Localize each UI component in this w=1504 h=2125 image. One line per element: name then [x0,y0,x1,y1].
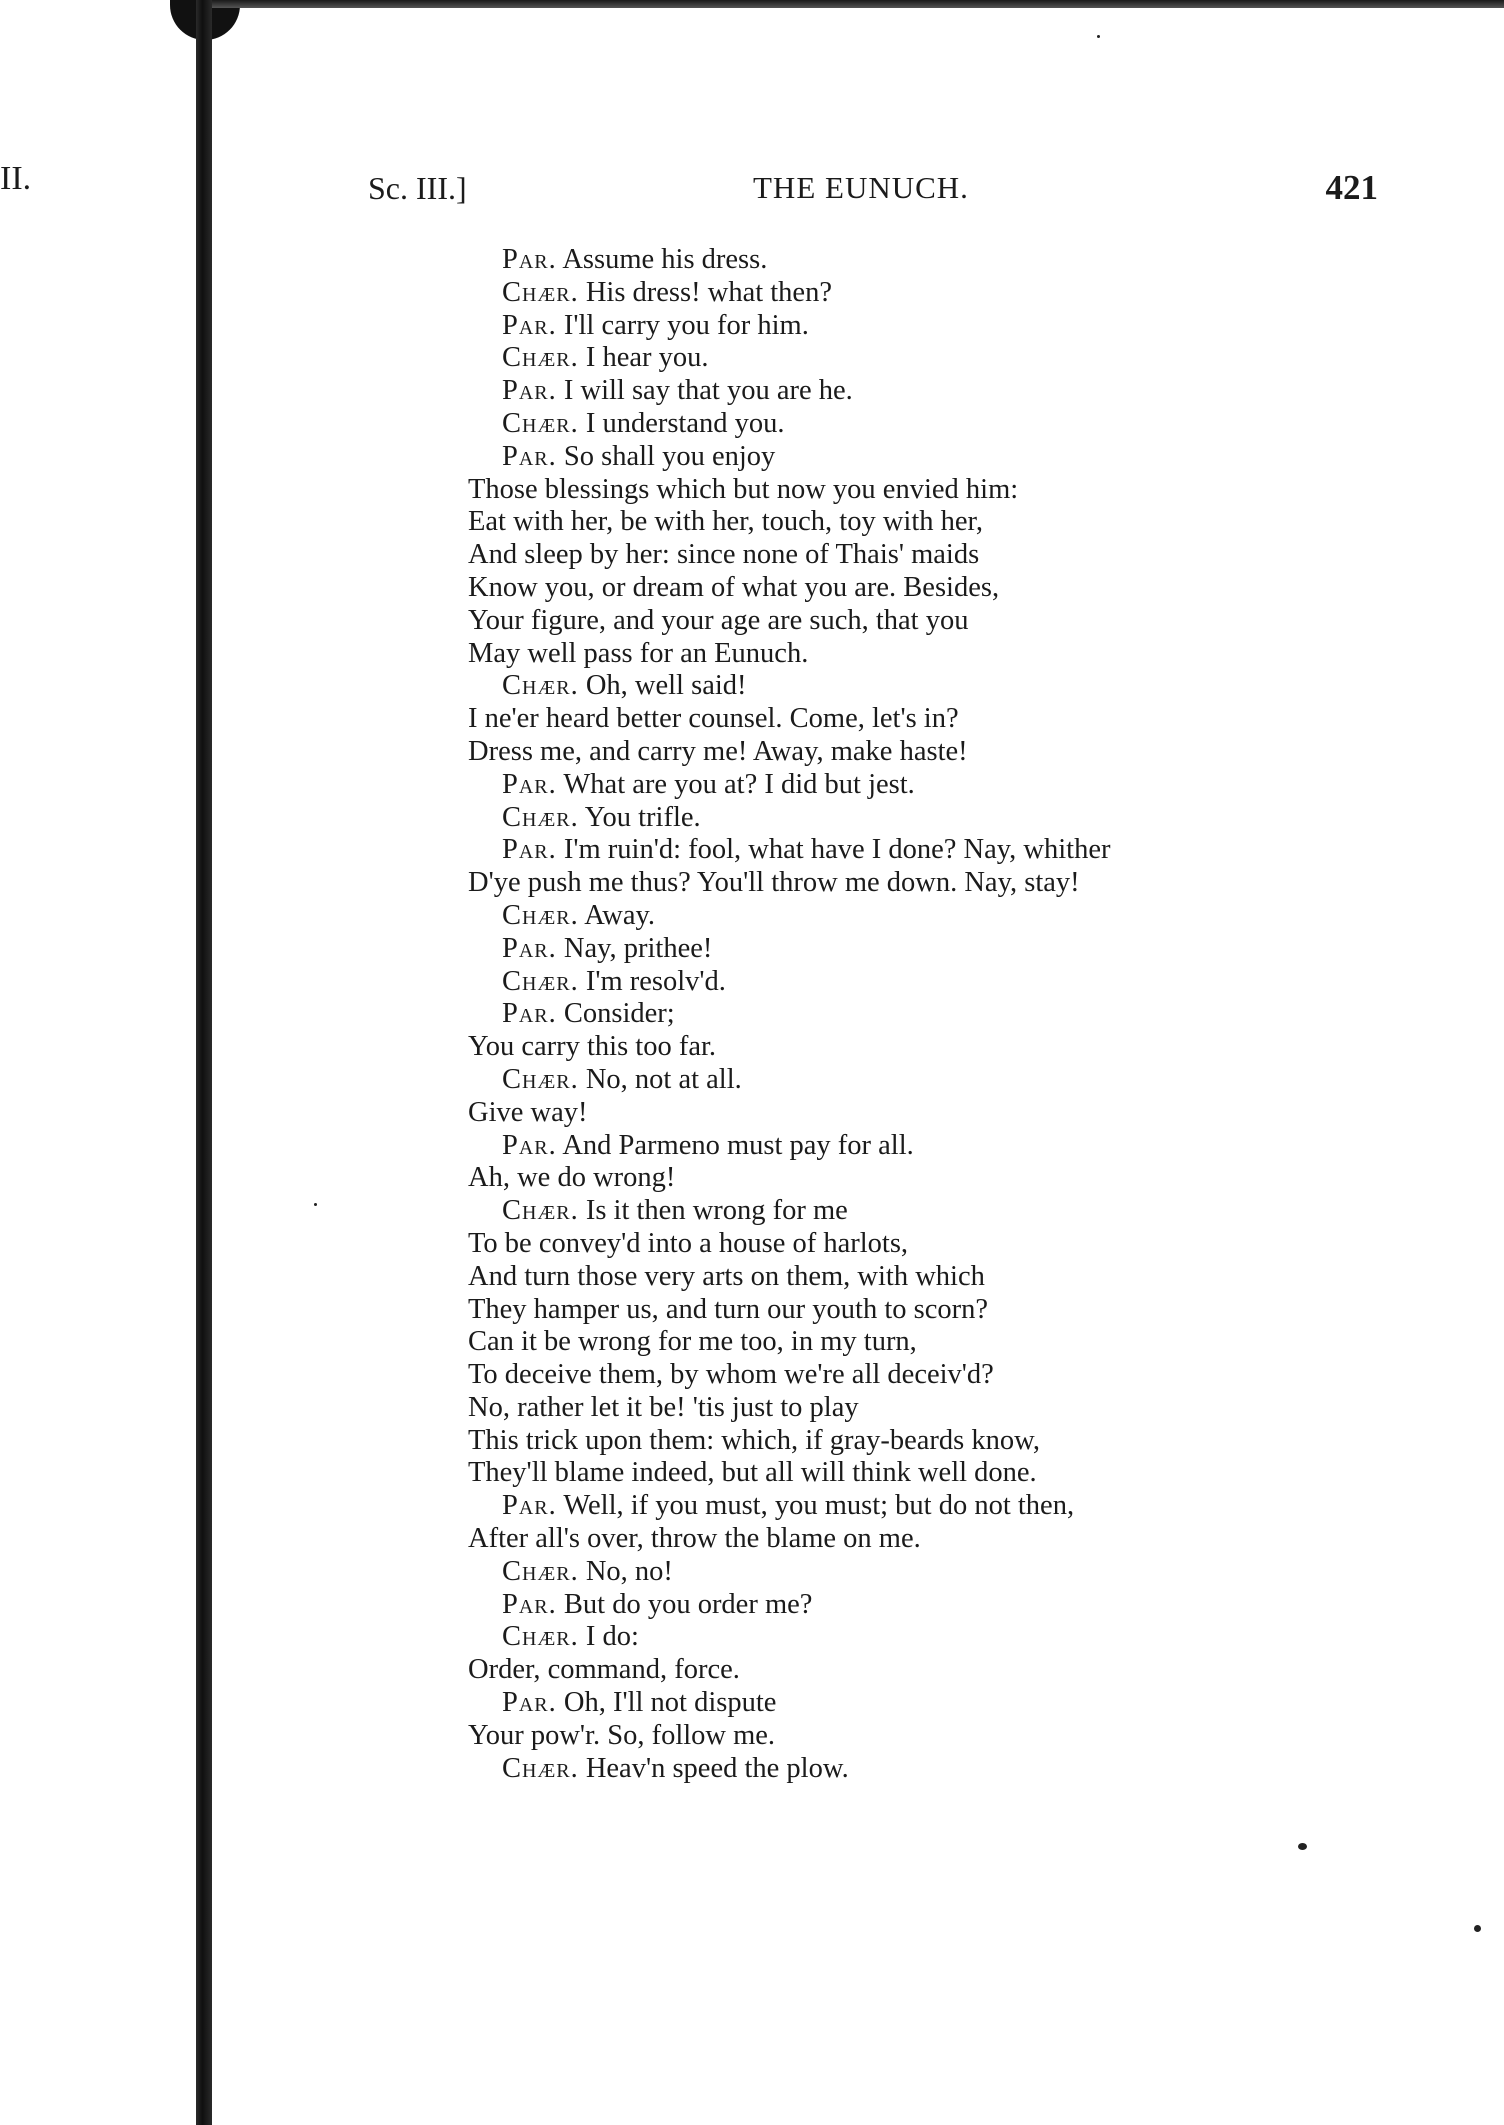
speaker-name: Chær. [502,801,579,833]
line-text: After all's over, throw the blame on me. [468,1523,921,1555]
line-text: Heav'n speed the plow. [585,1752,849,1784]
speaker-name: Chær. [502,1752,579,1784]
speaker-name: Chær. [502,965,579,997]
previous-page-margin-mark: II. [0,160,32,197]
line-text: May well pass for an Eunuch. [468,637,809,669]
dialogue-line [468,605,1368,638]
speaker-name: Chær. [502,276,579,308]
dialogue-line [468,1687,1368,1720]
speaker-name: Par. [502,1129,557,1161]
speaker-name: Par. [502,309,557,341]
speck [1298,1843,1307,1850]
speaker-name: Chær. [502,1063,579,1095]
line-text: And Parmeno must pay for all. [562,1129,914,1161]
page-number: 421 [1325,168,1378,207]
dialogue-line [468,638,1368,671]
dialogue-line [468,1228,1368,1261]
dialogue-line [468,342,1368,375]
speaker-name: Par. [502,834,557,866]
speck [314,1203,317,1206]
line-text: But do you order me? [563,1588,813,1620]
line-text: And turn those very arts on them, with which [468,1260,985,1292]
dialogue-line [468,670,1368,703]
line-text: They hamper us, and turn our youth to scorn? [468,1293,988,1325]
speck [1474,1925,1481,1932]
running-header [368,170,1378,214]
binding-gutter [196,0,212,2125]
line-text: Give way! [468,1096,588,1128]
line-text: His dress! what then? [585,276,832,308]
dialogue-line [468,1195,1368,1228]
dialogue-line [468,1031,1368,1064]
dialogue-line [468,1753,1368,1786]
speaker-name: Par. [502,375,557,407]
line-text: Know you, or dream of what you are. Besides, [468,571,1000,603]
dialogue-line [468,441,1368,474]
line-text: To deceive them, by whom we're all deceiv'd? [468,1359,994,1391]
dialogue-line [468,1261,1368,1294]
speaker-name: Chær. [502,1621,579,1653]
dialogue-line [468,966,1368,999]
dialogue-line [468,1162,1368,1195]
line-text: Nay, prithee! [563,932,713,964]
dialogue-line [468,769,1368,802]
dialogue-line [468,277,1368,310]
speaker-name: Par. [502,1687,557,1719]
scene-label: Sc. III.] [368,170,467,206]
line-text: Order, command, force. [468,1654,740,1686]
dialogue-line [468,1457,1368,1490]
line-text: Away. [584,899,655,931]
speaker-name: Par. [502,932,557,964]
dialogue-line [468,1490,1368,1523]
line-text: To be convey'd into a house of harlots, [468,1227,909,1259]
speaker-name: Chær. [502,342,579,374]
dialogue-line [468,1425,1368,1458]
top-edge-shadow [212,0,1504,8]
dialogue-line [468,998,1368,1031]
line-text: You trifle. [584,801,701,833]
dialogue-line [468,539,1368,572]
line-text: I hear you. [585,342,709,374]
dialogue-line [468,1097,1368,1130]
dialogue-line [468,1720,1368,1753]
line-text: Dress me, and carry me! Away, make haste! [468,735,968,767]
line-text: Ah, we do wrong! [468,1162,676,1194]
line-text: Consider; [563,998,675,1030]
line-text: You carry this too far. [468,1031,717,1063]
dialogue-line [468,1523,1368,1556]
dialogue-line [468,1064,1368,1097]
dialogue-line [468,834,1368,867]
line-text: Assume his dress. [562,244,768,275]
line-text: I will say that you are he. [563,375,853,407]
dialogue-line [468,933,1368,966]
line-text: They'll blame indeed, but all will think well done. [468,1457,1037,1489]
dialogue-line [468,1359,1368,1392]
line-text: So shall you enjoy [563,440,776,472]
line-text: No, rather let it be! 'tis just to play [468,1391,859,1423]
dialogue-line [468,1392,1368,1425]
line-text: Well, if you must, you must; but do not then, [563,1490,1075,1522]
speaker-name: Chær. [502,899,579,931]
speaker-name: Par. [502,1490,557,1522]
dialogue-line [468,1621,1368,1654]
dialogue-line [468,310,1368,343]
line-text: I'm ruin'd: fool, what have I done? Nay, whither [563,834,1111,866]
dialogue-line [468,1556,1368,1589]
line-text: Oh, I'll not dispute [563,1687,777,1719]
speaker-name: Chær. [502,407,579,439]
line-text: No, not at all. [585,1063,742,1095]
speck [1097,35,1100,38]
dialogue-line [468,736,1368,769]
dialogue-line [468,1589,1368,1622]
line-text: Your pow'r. So, follow me. [468,1719,776,1751]
line-text: Your figure, and your age are such, that you [468,604,969,636]
line-text: Oh, well said! [585,670,747,702]
speaker-name: Chær. [502,670,579,702]
speaker-name: Par. [502,768,557,800]
line-text: No, no! [585,1555,673,1587]
dialogue-line [468,1326,1368,1359]
speaker-name: Par. [502,244,557,275]
dialogue-line [468,474,1368,507]
running-title: THE EUNUCH. [753,170,969,205]
line-text: I understand you. [585,407,785,439]
dialogue-line [468,1294,1368,1327]
line-text: What are you at? I did but jest. [563,768,915,800]
line-text: This trick upon them: which, if gray-beards know, [468,1424,1040,1456]
dialogue-line [468,375,1368,408]
dialogue-line [468,1130,1368,1163]
line-text: And sleep by her: since none of Thais' maids [468,539,980,571]
line-text: Can it be wrong for me too, in my turn, [468,1326,917,1358]
dialogue-text [468,244,1368,1785]
speaker-name: Chær. [502,1195,579,1227]
line-text: I ne'er heard better counsel. Come, let's in? [468,703,959,735]
dialogue-line [468,572,1368,605]
speaker-name: Chær. [502,1555,579,1587]
line-text: Eat with her, be with her, touch, toy with her, [468,506,983,538]
line-text: I'm resolv'd. [585,965,726,997]
dialogue-line [468,1654,1368,1687]
speaker-name: Par. [502,440,557,472]
line-text: D'ye push me thus? You'll throw me down. Nay, stay! [468,867,1080,899]
line-text: Those blessings which but now you envied him: [468,473,1019,505]
dialogue-line [468,802,1368,835]
dialogue-line [468,506,1368,539]
dialogue-line [468,244,1368,277]
dialogue-line [468,867,1368,900]
line-text: I do: [585,1621,639,1653]
speaker-name: Par. [502,1588,557,1620]
dialogue-line [468,408,1368,441]
line-text: I'll carry you for him. [563,309,809,341]
line-text: Is it then wrong for me [585,1195,848,1227]
speaker-name: Par. [502,998,557,1030]
dialogue-line [468,900,1368,933]
dialogue-line [468,703,1368,736]
